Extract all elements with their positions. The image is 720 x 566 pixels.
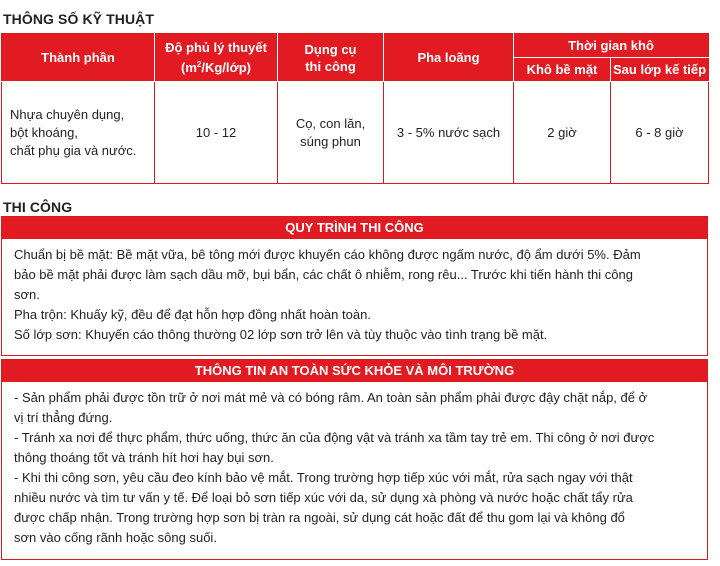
header-composition: Thành phần <box>2 34 155 82</box>
composition-line: bột khoáng, <box>10 124 78 140</box>
safety-line: được chấp nhận. Trong trường hợp sơn bị tràn ra ngoài, sử dụng cát hoặc đất để thu gom lại và không đổ <box>14 510 625 525</box>
procedure-line: Số lớp sơn: Khuyến cáo thông thường 02 lớp sơn trở lên và tùy thuộc vào tình trạng bề mặt. <box>14 327 548 342</box>
safety-line: thông thoáng tốt và tránh hít hơi hay bụi sơn. <box>14 450 274 465</box>
safety-line: nhiều nước và tìm tư vấn y tế. Để loại bỏ sơn tiếp xúc với da, sử dụng xà phòng và nước hoặc chất tẩy rửa <box>14 490 633 505</box>
specs-table <box>1 33 709 184</box>
header-tools <box>278 34 384 82</box>
composition-line: chất phụ gia và nước. <box>10 142 137 158</box>
specs-section-title: THÔNG SỐ KỸ THUẬT <box>3 11 155 27</box>
safety-line: - Tránh xa nơi để thực phẩm, thức uống, thức ăn của động vật và tránh xa tầm tay trẻ em. Thi công ở nơi được <box>14 430 655 445</box>
cell-tools <box>278 82 384 184</box>
tools-line: súng phun <box>300 133 361 149</box>
procedure-line: Pha trộn: Khuấy kỹ, đều để đạt hỗn hợp đồng nhất hoàn toàn. <box>14 307 371 322</box>
composition-line: Nhựa chuyên dụng, <box>10 106 125 122</box>
cell-dilution: 3 - 5% nước sạch <box>384 82 514 184</box>
procedure-line: bảo bề mặt phải được làm sạch dầu mỡ, bụi bẩn, các chất ô nhiễm, rong rêu... Trước khi tiến hành thi công <box>14 267 633 282</box>
header-coverage-unit-suffix: /Kg/lớp) <box>201 60 252 75</box>
header-coverage-unit-sup: 2 <box>196 60 202 69</box>
application-section-title: THI CÔNG <box>3 199 73 215</box>
header-coverage-unit-prefix: (m <box>180 60 197 75</box>
cell-recoat: 6 - 8 giờ <box>611 82 709 184</box>
header-tools-line1: Dụng cụ <box>304 41 357 57</box>
header-dilution: Pha loãng <box>384 34 514 82</box>
safety-line: - Khi thi công sơn, yêu cầu đeo kính bảo vệ mắt. Trong trường hợp tiếp xúc với mắt, rửa sạch ngay với thật <box>14 470 633 485</box>
safety-box <box>1 359 708 560</box>
procedure-line: Chuẩn bị bề mặt: Bề mặt vữa, bê tông mới được khuyến cáo không được ngấm nước, độ ẩm dưới 5%. Đảm <box>14 247 641 262</box>
safety-body <box>2 382 707 548</box>
safety-line: sơn vào cống rãnh hoặc sông suối. <box>14 530 217 545</box>
procedure-box <box>1 216 708 356</box>
header-recoat: Sau lớp kế tiếp <box>611 58 709 82</box>
header-coverage-label: Độ phủ lý thuyết <box>165 40 267 55</box>
procedure-title: QUY TRÌNH THI CÔNG <box>2 217 707 239</box>
header-coverage <box>155 34 278 82</box>
header-tools-line2: thi công <box>305 58 356 74</box>
safety-title: THÔNG TIN AN TOÀN SỨC KHỎE VÀ MÔI TRƯỜNG <box>2 360 707 382</box>
procedure-line: sơn. <box>14 287 40 302</box>
tools-line: Cọ, con lăn, <box>295 115 366 131</box>
cell-composition <box>2 82 155 184</box>
header-surface-dry: Khô bề mặt <box>514 58 611 82</box>
procedure-body <box>2 239 707 345</box>
cell-coverage: 10 - 12 <box>155 82 278 184</box>
safety-line: vị trí thẳng đứng. <box>14 410 113 425</box>
header-drying-time: Thời gian khô <box>514 34 709 58</box>
cell-surface-dry: 2 giờ <box>514 82 611 184</box>
safety-line: - Sản phẩm phải được tồn trữ ở nơi mát mẻ và có bóng râm. An toàn sản phẩm phải được đậy chặt nắp, để ở <box>14 390 648 405</box>
